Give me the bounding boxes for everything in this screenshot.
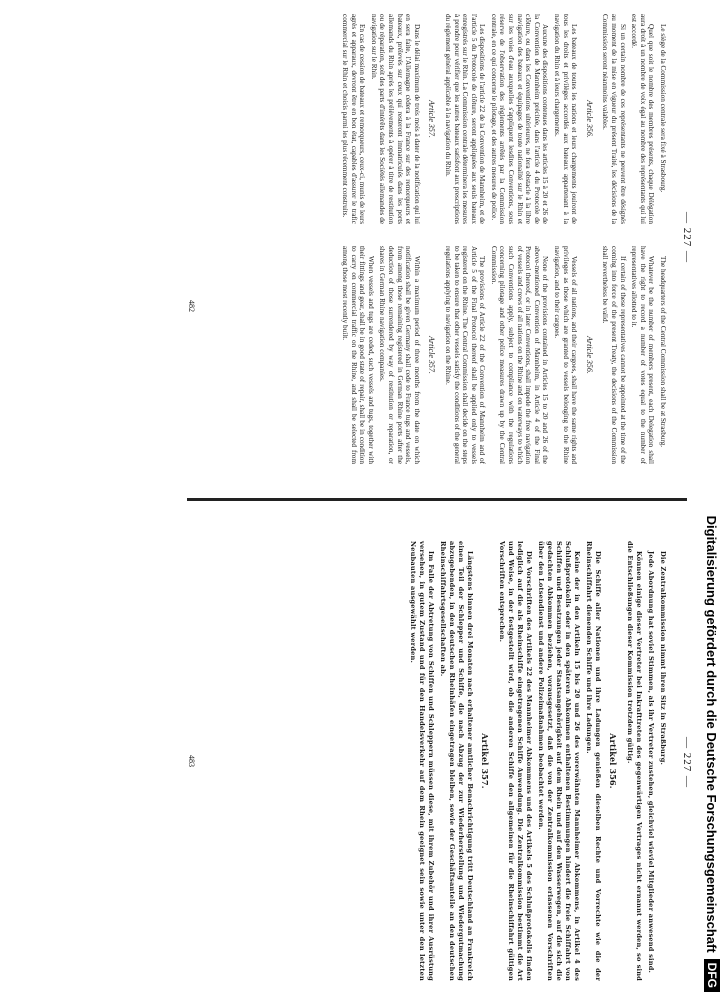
en-article-357-paragraph: When vessels and tugs are ceded, such vessels and tugs, together with their fittings and gear, shall be in good state of repair, shall be in condition to carry on commercial traffic on the Rhine, and shall be selected from among those most recently built.: [341, 246, 375, 464]
left-page-header: — 227 —: [681, 212, 693, 263]
page-gutter-divider: [187, 498, 687, 501]
de-article-356-paragraph: Die Schiffe aller Nationen und ihre Ladungen genießen dieselben Rechte und Vorrechte wie die der Rheinschiffahrt dienenden Schiffe und ihre Ladungen.: [585, 541, 602, 981]
english-column: [187, 246, 667, 464]
en-top-paragraph: Whatever be the number of members present, each Delegation shall have the right to record a number of votes equal to the number of representatives allotted to it.: [630, 246, 656, 464]
en-article-356-title: Article 356.: [584, 336, 594, 374]
fr-top-paragraph: Quel que soit le nombre des membres présents, chaque Délégation aura droit à un nombre de voix égal au nombre des représentants qui lui est accordé.: [630, 14, 656, 224]
de-article-357-title: Artikel 357.: [480, 733, 490, 789]
rotated-spread: [167, 0, 707, 1000]
de-article-357-paragraph: Im Falle der Abtretung von Schiffen und Schleppern müssen diese, mit ihrem Zubehör und ihrer Ausrüstung versehen, in gutem Zustand und für den Handelsverkehr auf dem Rhein geeignet sein sowie unter den letzten Neubauten ausgewählt werden.: [409, 541, 435, 981]
de-article-356-paragraph: Keine der in den Artikeln 15 bis 20 und 26 des vorerwähnten Mannheimer Abkommens, in Artikel 4 des Schlußprotokolls oder in den späteren Abkommen enthaltenen Bestimmungen hindert die freie Schiffahrt von Schiffen und Besatzungen jeder Staatsangehörigkeit auf dem Rhein und auf den Wasserwegen, auf die sich die gedachten Abkommen beziehen, vorausgesetzt, daß die von der Zentralkommission erlassenen Vorschriften über den Lotsendienst und andere Polizeimaßnahmen beobachtet werden.: [537, 541, 581, 981]
left-printed-page: [167, 0, 707, 475]
french-column: [187, 14, 667, 224]
fr-article-356-paragraph: Les dispositions de l'article 22 de la Convention de Mannheim, et de l'article 5 du Protocole de clôture, seront appliquées aux seuls bateaux enregistrés sur le Rhin. La Commission centrale déterminera les mesures à prendre pour vérifier que les autres bateaux satisfont aux prescriptions du règlement général applicable à la navigation du Rhin.: [443, 14, 487, 224]
de-top-paragraph: Die Zentralkommission nimmt ihren Sitz in Straßburg.: [659, 551, 667, 766]
fr-article-357-paragraph: En cas de cession de bateaux et remorqueurs, ceux-ci, munis de leurs agrès et apparaux, devront être en bon état, capables d'assurer le trafic commercial sur le Rhin et choisis parmi les plus récemment construits.: [341, 14, 367, 224]
right-page-header: — 227 —: [681, 737, 693, 788]
fr-article-357-title: Article 357.: [427, 100, 437, 138]
right-printed-page: [167, 525, 707, 1000]
fr-top-paragraph: Le siège de la Commission centrale sera fixé à Strasbourg.: [659, 24, 667, 193]
en-article-357-title: Article 357.: [427, 336, 437, 374]
fr-article-357-paragraph: Dans le délai maximum de trois mois à dater de la notification qui lui en sera faite, l'Allemagne cèdera à la France sur des remorqueurs et bateaux, prélevés sur ceux qui resteront immatriculés dans les ports allemands du Rhin après les prélèvements à opérer à titre de restitution ou de réparation, soit des parts d'intérêts dans les Sociétés allemandes de navigation sur le Rhin.: [369, 14, 421, 224]
de-top-paragraph: Jede Abordnung hat soviel Stimmen, als ihr Vertreter zustehen, gleichviel wieviel Mitglieder anwesend sind.: [647, 551, 655, 973]
fr-article-356-title: Article 356.: [584, 100, 594, 138]
fr-article-356-paragraph: Aucune des dispositions contenues dans les articles 15 à 20 et 26 de la Convention de Mannheim précitée, dans l'article 4 du Protocole de clôture, ou dans les Conventions ultérieures, ne fera obstacle à la libre navigation des bateaux et équipages de toute nationalité sur le Rhin et sur les voies d'eau auxquelles s'appliquent lesdites Conventions, sous réserve de l'observation des règlements arrêtés par la Commission centrale, en ce qui concerne le pilotage, et des autres mesures de police.: [489, 14, 550, 224]
en-article-357-paragraph: Within a maximum period of three months from the date on which notification shall be given Germany shall cede to France tugs and vessels, from among those remaining registered in German Rhine ports after the deduction of those surrendered by way of restitution or reparation, or shares in German Rhine navigation companies.: [378, 246, 421, 464]
fr-top-paragraph: Si un certain nombre de ces représentants ne peuvent être désignés au moment de la mise en vigueur du présent Traité, les décisions de la Commission seront néanmoins valables.: [601, 14, 627, 224]
fr-article-356-paragraph: Les bateaux de toutes les nations et leurs chargements jouiront de tous les droits et privilèges accordés aux bateaux appartenant à la navigation du Rhin et à leurs chargements.: [553, 14, 579, 224]
en-article-356-paragraph: Vessels of all nations, and their cargoes, shall have the same rights and privileges as those which are granted to vessels belonging to the Rhine navigation, and to their cargoes.: [553, 246, 579, 464]
dfg-logo: DFG: [704, 959, 720, 992]
dfg-attribution-strip: [699, 0, 725, 1000]
en-article-356-paragraph: The provisions of Article 22 of the Convention of Mannheim and of Article 5 of the Final Protocol thereof shall be applied only to vessels registered on the Rhine. The Central Commission shall decide on the steps to be taken to ensure that other vessels satisfy the conditions of the general regulations applying to navigation on the Rhine.: [443, 246, 487, 464]
de-article-356-title: Artikel 356.: [608, 733, 618, 789]
german-column: [187, 541, 667, 981]
en-top-paragraph: The headquarters of the Central Commission shall be at Strasburg.: [659, 256, 667, 448]
de-article-357-paragraph: Längstens binnen drei Monaten nach erhaltener amtlicher Benachrichtigung tritt Deutschland an Frankreich einen Teil der Schlepper und Schiffe, die nach Abzug der zur Wiederherstellung und Wiedergutmachung abzugebenden, in den deutschen Rheinhäfen eingetragen bleiben, sowie der Geschäftsanteile an den deutschen Rheinschiffahrtsgesellschaften ab.: [439, 541, 474, 981]
dfg-attribution-text: Digitalisierung gefördert durch die Deutsche Forschungsgemeinschaft: [704, 515, 720, 953]
left-page-number: 482: [187, 300, 196, 312]
de-article-356-paragraph: Die Vorschriften des Artikels 22 des Mannheimer Abkommens und des Artikels 5 des Schlußprotokolls finden lediglich auf die als Rheinschiffe eingetragenen Schiffe Anwendung. Die Zentralkommission bestimmt die Art und Weise, in der festgestellt wird, ob die anderen Schiffe den allgemeinen für die Rheinschiffahrt gültigen Vorschriften entsprechen.: [498, 541, 533, 981]
right-page-number: 483: [187, 755, 196, 767]
dfg-attribution: [699, 0, 725, 1000]
de-top-paragraph: Können einige dieser Vertreter bei Inkrafttreten des gegenwärtigen Vertrages nicht ernannt werden, so sind die Entschließungen dieser Kommission trotzdem gültig.: [626, 541, 643, 981]
en-top-paragraph: If certain of these representatives cannot be appointed at the time of the coming into force of the present Treaty, the decisions of the Commission shall nevertheless be valid.: [601, 246, 627, 464]
en-article-356-paragraph: None of the provisions contained in Articles 15 to 20 and 26 of the above-mentioned Convention of Mannheim, in Article 4 of the Final Protocol thereof, or in later Conventions, shall impede the free navigation of vessels and crews of all nations on the Rhine and on waterways to which such Conventions apply, subject to compliance with the regulations concerning pilotage and other police measures drawn up by the Central Commission.: [489, 246, 550, 464]
